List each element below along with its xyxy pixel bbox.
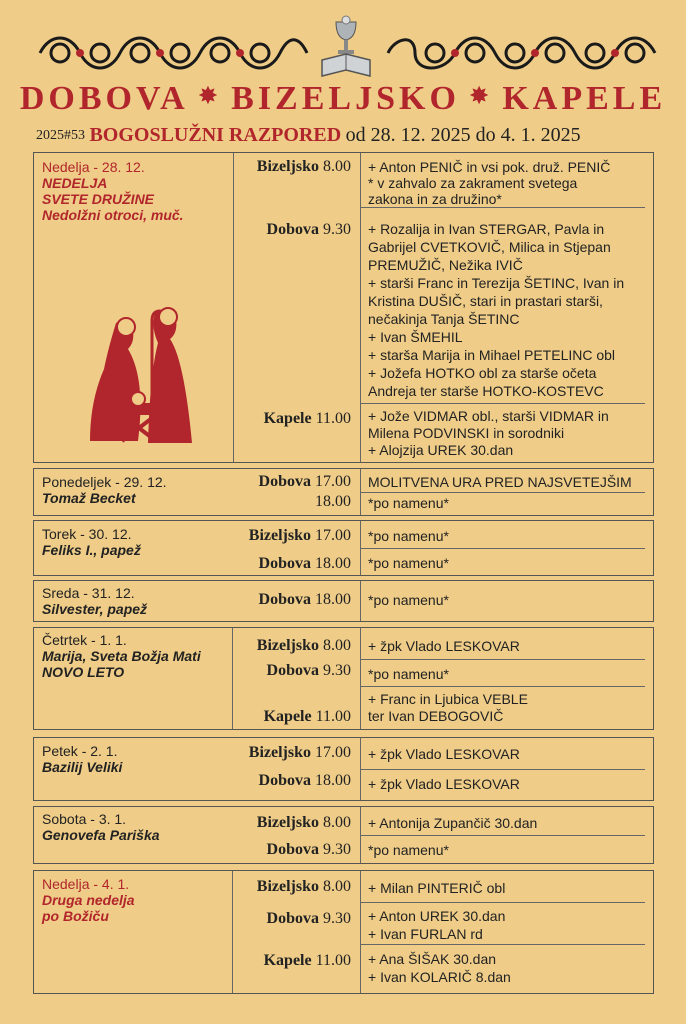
mass-location-time: 18.00 [315, 493, 351, 510]
day-block-sunday-4 [33, 870, 654, 994]
chalice-book-icon [318, 14, 374, 84]
mass-location-time: Dobova 9.30 [266, 662, 351, 679]
schedule-heading: BOGOSLUŽNI RAZPORED [89, 124, 342, 146]
star-icon: ✸ [198, 83, 222, 108]
day-block-wednesday [33, 580, 654, 622]
mass-intentions: *po namenu* [368, 528, 449, 544]
mass-intentions: + Ana ŠIŠAK 30.dan + Ivan KOLARIČ 8.dan [368, 951, 511, 985]
mass-location-time: Dobova 9.30 [266, 841, 351, 858]
mass-location-time: Dobova 18.00 [258, 591, 351, 608]
day-label: Četrtek - 1. 1. Marija, Sveta Božja Mati NOVO LETO [42, 632, 201, 680]
mass-location-time: Dobova 18.00 [258, 772, 351, 789]
mass-intentions: + žpk Vlado LESKOVAR [368, 776, 520, 792]
schedule-subtitle [36, 124, 656, 147]
day-block-monday [33, 468, 654, 516]
page-title [0, 80, 686, 118]
day-block-saturday [33, 806, 654, 864]
mass-location-time: Dobova 17.00 [258, 473, 351, 490]
day-block-sunday-28 [33, 152, 654, 463]
mass-location-time: Bizeljsko 8.00 [256, 814, 351, 831]
mass-location-time: Kapele 11.00 [263, 410, 351, 427]
nativity-illustration [74, 303, 204, 443]
mass-intentions: *po namenu* [368, 495, 449, 511]
day-label: Torek - 30. 12. Feliks I., papež [42, 526, 141, 558]
mass-intentions: + Jože VIDMAR obl., starši VIDMAR in Milena PODVINSKI in sorodniki + Alojzija UREK 30.dan [368, 408, 609, 458]
mass-intentions: + žpk Vlado LESKOVAR [368, 746, 520, 762]
mass-intentions: + Anton PENIČ in vsi pok. druž. PENIČ * v zahvalo za zakrament svetega zakona in za družino* [368, 159, 611, 207]
day-label: Ponedeljek - 29. 12. Tomaž Becket [42, 474, 167, 506]
mass-intentions: *po namenu* [368, 842, 449, 858]
day-block-friday [33, 737, 654, 801]
day-label: Sobota - 3. 1. Genovefa Pariška [42, 811, 160, 843]
mass-location-time: Dobova 9.30 [266, 221, 351, 238]
mass-location-time: Bizeljsko 8.00 [256, 637, 351, 654]
mass-intentions: *po namenu* [368, 666, 449, 682]
day-label: Petek - 2. 1. Bazilij Veliki [42, 743, 123, 775]
day-label: Nedelja - 28. 12. NEDELJA SVETE DRUŽINE Nedolžni otroci, muč. [42, 159, 184, 223]
title-dobova: DOBOVA [19, 80, 189, 117]
mass-location-time: Dobova 9.30 [266, 910, 351, 927]
mass-location-time: Dobova 18.00 [258, 555, 351, 572]
mass-location-time: Bizeljsko 8.00 [256, 158, 351, 175]
date-range: od 28. 12. 2025 do 4. 1. 2025 [345, 124, 581, 146]
title-kapele: KAPELE [502, 80, 667, 117]
mass-location-time: Kapele 11.00 [263, 708, 351, 725]
mass-intentions: + Anton UREK 30.dan + Ivan FURLAN rd [368, 908, 506, 942]
day-label: Sreda - 31. 12. Silvester, papež [42, 585, 148, 617]
mass-intentions: + Antonija Zupančič 30.dan [368, 815, 538, 831]
mass-intentions: + Franc in Ljubica VEBLE ter Ivan DEBOGOVIČ [368, 691, 528, 724]
day-label: Nedelja - 4. 1. Druga nedelja po Božiču [42, 876, 135, 924]
mass-location-time: Bizeljsko 8.00 [256, 878, 351, 895]
mass-intentions: *po namenu* [368, 592, 449, 608]
day-block-tuesday [33, 520, 654, 576]
mass-intentions: MOLITVENA URA PRED NAJSVETEJŠIM [368, 474, 632, 490]
mass-intentions: *po namenu* [368, 555, 449, 571]
title-bizeljsko: BIZELJSKO [231, 80, 460, 117]
mass-location-time: Bizeljsko 17.00 [248, 744, 351, 761]
mass-location-time: Kapele 11.00 [263, 952, 351, 969]
mass-intentions: + Rozalija in Ivan STERGAR, Pavla in Gabrijel CVETKOVIČ, Milica in Stjepan PREMUŽIČ, Nežika IVIČ + starši Franc in Terezija ŠETINC, Ivan in Kristina DUŠIČ, stari in prastari starši, nečakinja Tanja ŠETINC + Ivan ŠMEHIL + starša Marija in Mihael PETELINC obl + Jožefa HOTKO obl za starše očeta Andreja ter starše HOTKO-KOSTEVC [368, 221, 625, 399]
day-block-thursday [33, 627, 654, 730]
issue-number: 2025#53 [36, 128, 85, 143]
floral-ornament-right [385, 28, 660, 78]
mass-location-time: Bizeljsko 17.00 [248, 527, 351, 544]
mass-intentions: + žpk Vlado LESKOVAR [368, 638, 520, 654]
floral-ornament-left [35, 28, 310, 78]
star-icon: ✸ [469, 83, 493, 108]
mass-intentions: + Milan PINTERIČ obl [368, 880, 506, 896]
